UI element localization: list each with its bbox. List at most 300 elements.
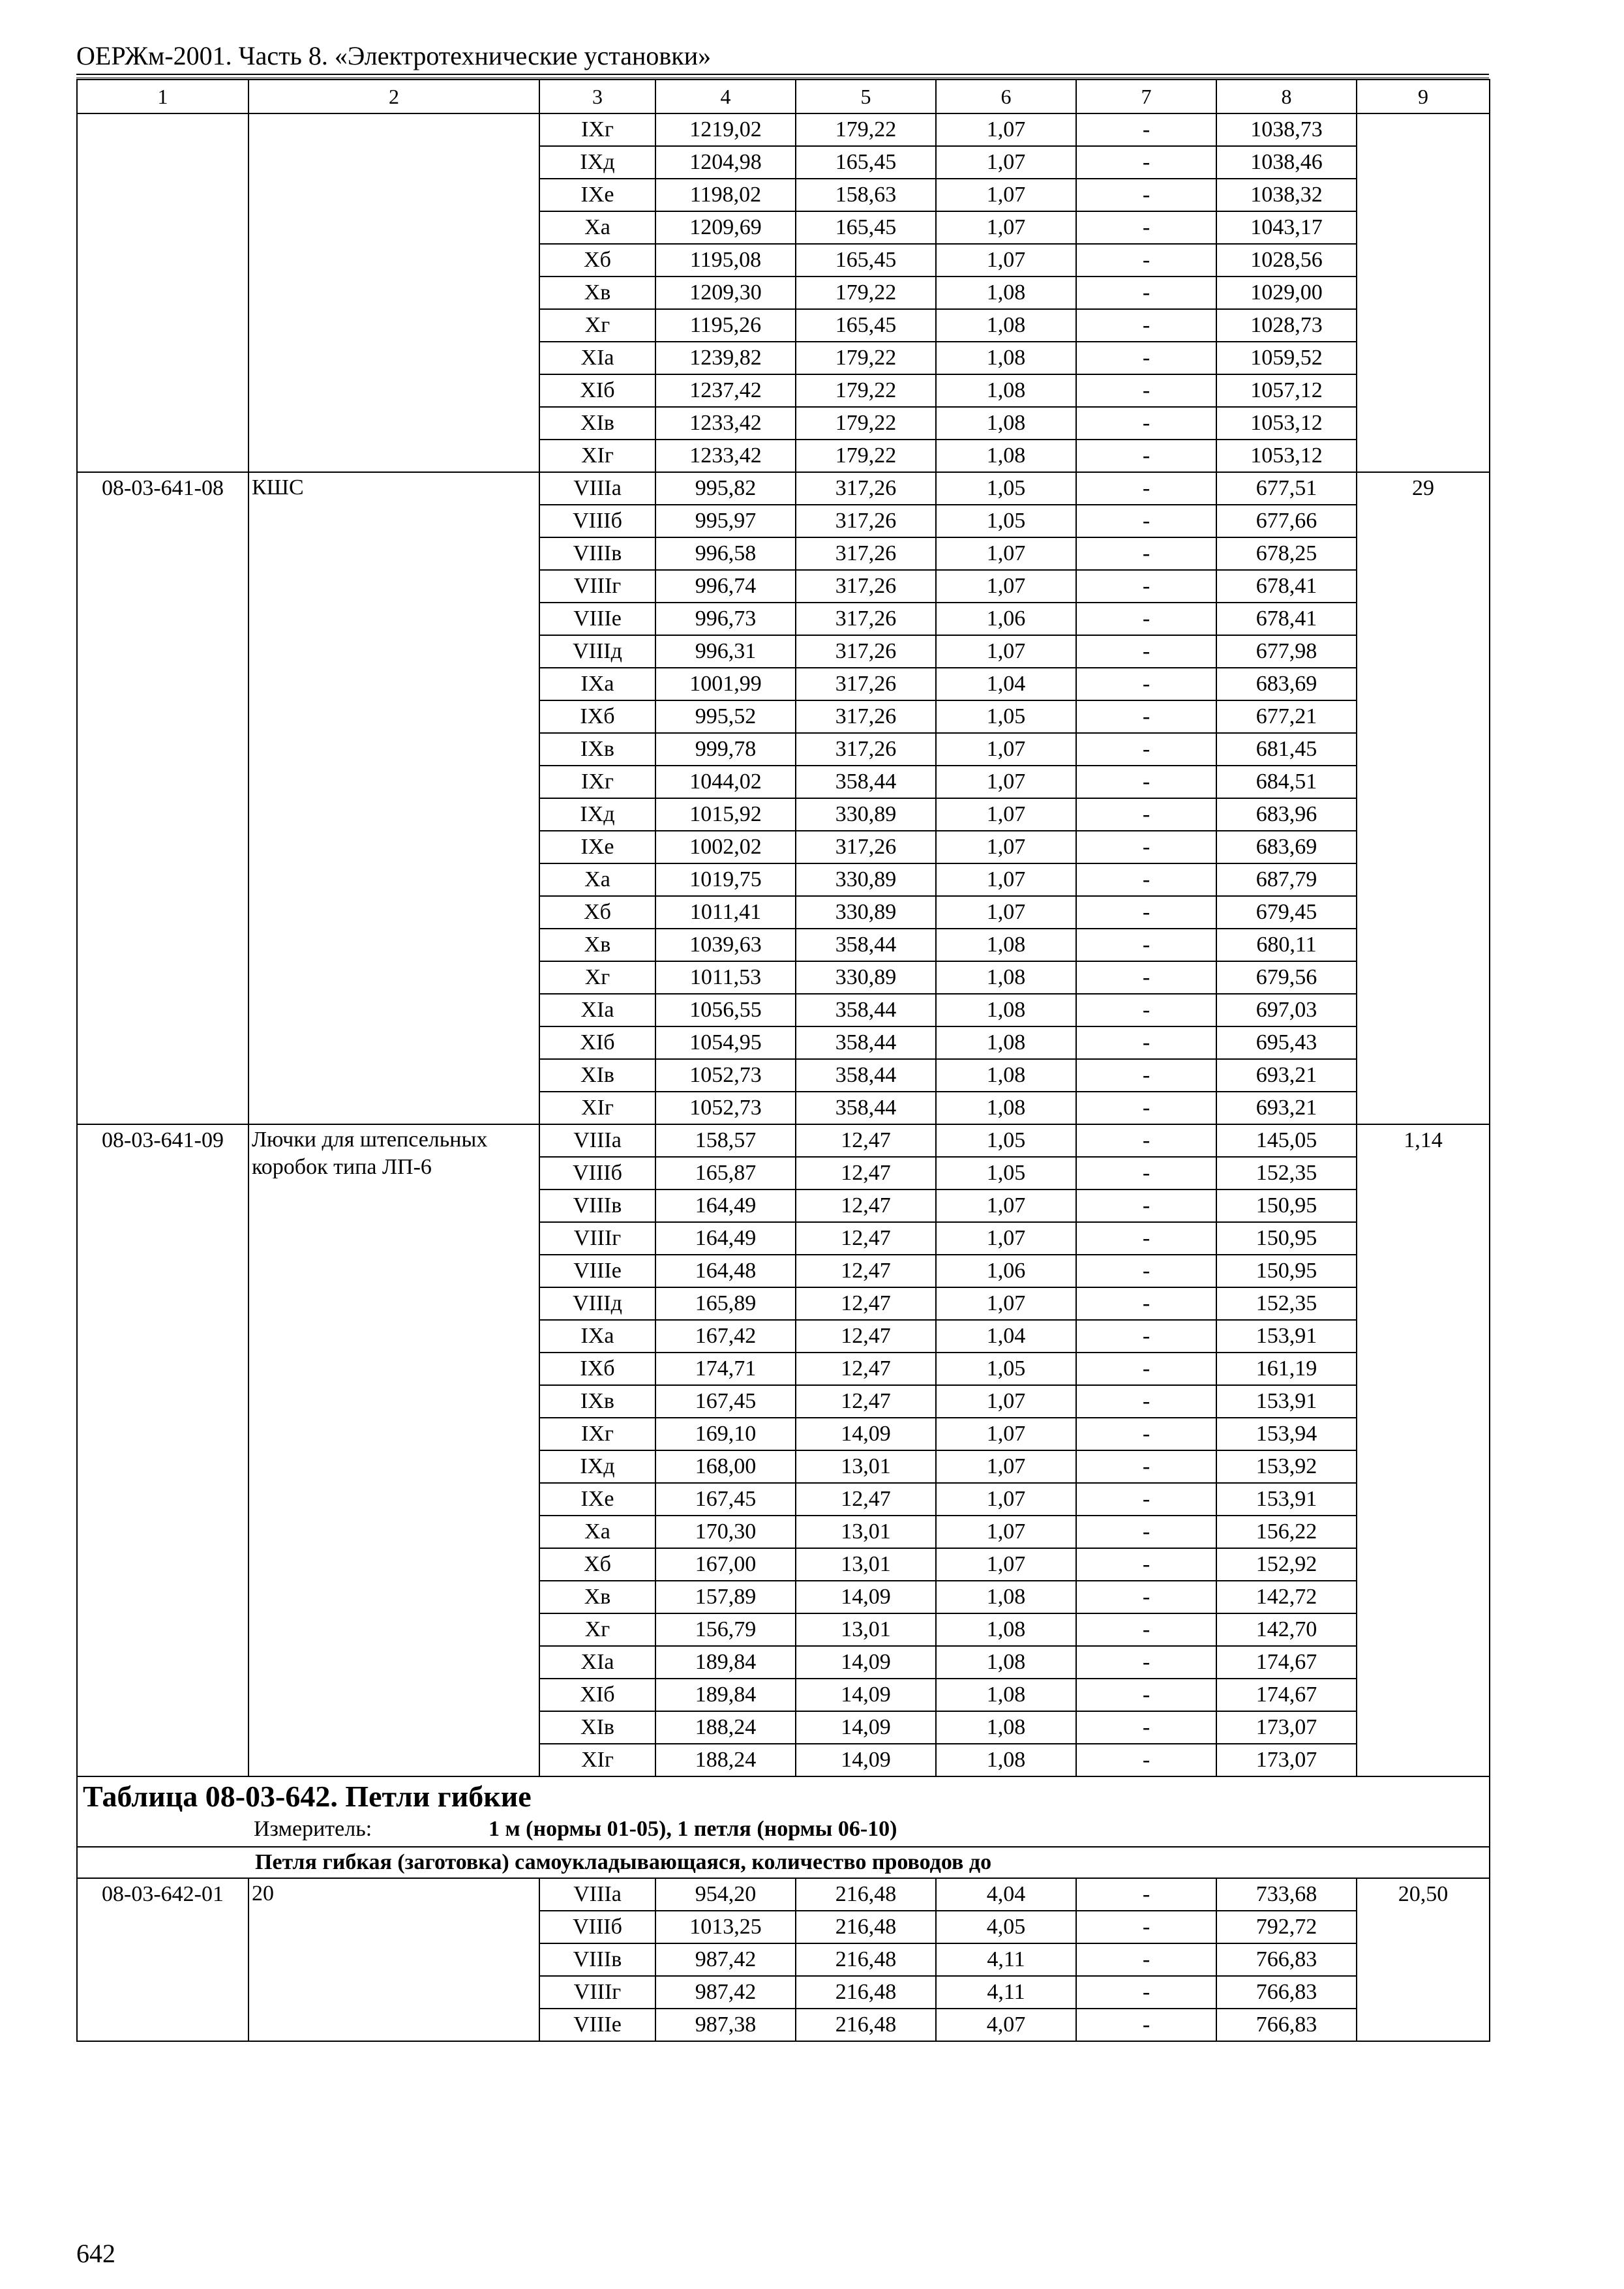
direct-cost-cell: 1052,73: [655, 1059, 796, 1092]
driver-wage-cell: -: [1076, 1059, 1216, 1092]
wage-cell: 14,09: [796, 1744, 936, 1776]
material-cost-cell: 153,94: [1216, 1418, 1357, 1450]
wage-cell: 14,09: [796, 1418, 936, 1450]
wage-cell: 179,22: [796, 407, 936, 440]
direct-cost-cell: 987,42: [655, 1943, 796, 1976]
material-cost-cell: 1038,73: [1216, 113, 1357, 146]
direct-cost-cell: 1011,53: [655, 961, 796, 994]
wage-cell: 12,47: [796, 1353, 936, 1385]
resource-class-cell: Xг: [539, 1613, 655, 1646]
resource-class-cell: VIIIа: [539, 1878, 655, 1911]
direct-cost-cell: 999,78: [655, 733, 796, 766]
direct-cost-cell: 987,42: [655, 1976, 796, 2009]
material-cost-cell: 677,98: [1216, 635, 1357, 668]
wage-cell: 317,26: [796, 570, 936, 603]
direct-cost-cell: 1015,92: [655, 798, 796, 831]
direct-cost-cell: 156,79: [655, 1613, 796, 1646]
wage-cell: 216,48: [796, 1943, 936, 1976]
wage-cell: 12,47: [796, 1483, 936, 1516]
direct-cost-cell: 1011,41: [655, 896, 796, 929]
driver-wage-cell: -: [1076, 863, 1216, 896]
direct-cost-cell: 1001,99: [655, 668, 796, 700]
machine-cost-cell: 1,08: [936, 309, 1076, 342]
driver-wage-cell: -: [1076, 635, 1216, 668]
material-cost-cell: 1038,46: [1216, 146, 1357, 179]
driver-wage-cell: -: [1076, 1026, 1216, 1059]
machine-cost-cell: 4,04: [936, 1878, 1076, 1911]
resource-class-cell: XIб: [539, 374, 655, 407]
wage-cell: 330,89: [796, 961, 936, 994]
material-cost-cell: 697,03: [1216, 994, 1357, 1026]
driver-wage-cell: -: [1076, 309, 1216, 342]
wage-cell: 317,26: [796, 831, 936, 863]
wage-cell: 358,44: [796, 766, 936, 798]
material-cost-cell: 679,45: [1216, 896, 1357, 929]
driver-wage-cell: -: [1076, 994, 1216, 1026]
subtitle-section: [77, 1847, 1490, 1878]
material-cost-cell: 677,51: [1216, 472, 1357, 505]
running-header: ОЕРЖм-2001. Часть 8. «Электротехнические установки»: [76, 41, 712, 70]
direct-cost-cell: 987,38: [655, 2009, 796, 2041]
direct-cost-cell: 1056,55: [655, 994, 796, 1026]
wage-cell: 13,01: [796, 1613, 936, 1646]
table-row: [77, 472, 1490, 505]
subtitle-row: [77, 1847, 1490, 1878]
resource-class-cell: IXе: [539, 1483, 655, 1516]
direct-cost-cell: 1052,73: [655, 1092, 796, 1124]
resource-class-cell: Xб: [539, 1548, 655, 1581]
driver-wage-cell: -: [1076, 244, 1216, 277]
direct-cost-cell: 1013,25: [655, 1911, 796, 1943]
resource-class-cell: VIIIе: [539, 1255, 655, 1287]
direct-cost-cell: 189,84: [655, 1679, 796, 1711]
driver-wage-cell: -: [1076, 1222, 1216, 1255]
machine-cost-cell: 1,08: [936, 1059, 1076, 1092]
direct-cost-cell: 167,00: [655, 1548, 796, 1581]
material-cost-cell: 153,92: [1216, 1450, 1357, 1483]
machine-cost-cell: 1,07: [936, 244, 1076, 277]
machine-cost-cell: 1,07: [936, 211, 1076, 244]
machine-cost-cell: 1,07: [936, 896, 1076, 929]
resource-class-cell: VIIIб: [539, 1157, 655, 1189]
driver-wage-cell: -: [1076, 1976, 1216, 2009]
machine-cost-cell: 1,08: [936, 1711, 1076, 1744]
driver-wage-cell: -: [1076, 1353, 1216, 1385]
material-cost-cell: 680,11: [1216, 929, 1357, 961]
resource-class-cell: Xв: [539, 1581, 655, 1613]
driver-wage-cell: -: [1076, 733, 1216, 766]
table-title: Таблица 08-03-642. Петли гибкие: [83, 1780, 532, 1813]
wage-cell: 12,47: [796, 1287, 936, 1320]
material-cost-cell: 1028,56: [1216, 244, 1357, 277]
column-number-1: 1: [77, 80, 248, 113]
material-cost-cell: 766,83: [1216, 1976, 1357, 2009]
driver-wage-cell: -: [1076, 1613, 1216, 1646]
material-cost-cell: 693,21: [1216, 1059, 1357, 1092]
driver-wage-cell: -: [1076, 1418, 1216, 1450]
resource-class-cell: IXд: [539, 146, 655, 179]
driver-wage-cell: -: [1076, 1878, 1216, 1911]
material-cost-cell: 174,67: [1216, 1646, 1357, 1679]
col9-cell-continued: [1357, 113, 1490, 472]
machine-cost-cell: 1,08: [936, 961, 1076, 994]
material-cost-cell: 173,07: [1216, 1744, 1357, 1776]
direct-cost-cell: 1233,42: [655, 440, 796, 472]
resource-class-cell: Xг: [539, 961, 655, 994]
machine-cost-cell: 1,08: [936, 440, 1076, 472]
machine-cost-cell: 1,08: [936, 994, 1076, 1026]
direct-cost-cell: 188,24: [655, 1744, 796, 1776]
material-cost-cell: 695,43: [1216, 1026, 1357, 1059]
resource-class-cell: XIа: [539, 342, 655, 374]
material-cost-cell: 153,91: [1216, 1320, 1357, 1353]
wage-cell: 14,09: [796, 1581, 936, 1613]
wage-cell: 12,47: [796, 1255, 936, 1287]
wage-cell: 330,89: [796, 798, 936, 831]
direct-cost-cell: 1219,02: [655, 113, 796, 146]
material-cost-cell: 142,72: [1216, 1581, 1357, 1613]
driver-wage-cell: -: [1076, 440, 1216, 472]
wage-cell: 14,09: [796, 1711, 936, 1744]
table-row: [77, 1124, 1490, 1157]
wage-cell: 330,89: [796, 863, 936, 896]
driver-wage-cell: -: [1076, 798, 1216, 831]
column-number-5: 5: [796, 80, 936, 113]
unit-label: Измеритель:: [254, 1817, 372, 1841]
driver-wage-cell: -: [1076, 537, 1216, 570]
wage-cell: 317,26: [796, 668, 936, 700]
column-number-2: 2: [248, 80, 539, 113]
driver-wage-cell: -: [1076, 277, 1216, 309]
machine-cost-cell: 1,07: [936, 1548, 1076, 1581]
resource-class-cell: XIг: [539, 1092, 655, 1124]
resource-class-cell: VIIIб: [539, 505, 655, 537]
direct-cost-cell: 167,45: [655, 1483, 796, 1516]
direct-cost-cell: 189,84: [655, 1646, 796, 1679]
driver-wage-cell: -: [1076, 1581, 1216, 1613]
column-number-8: 8: [1216, 80, 1357, 113]
direct-cost-cell: 167,45: [655, 1385, 796, 1418]
material-cost-cell: 678,41: [1216, 570, 1357, 603]
name-cell: КШС: [248, 472, 539, 1124]
material-cost-cell: 678,41: [1216, 603, 1357, 635]
driver-wage-cell: -: [1076, 1711, 1216, 1744]
wage-cell: 358,44: [796, 994, 936, 1026]
material-cost-cell: 142,70: [1216, 1613, 1357, 1646]
machine-cost-cell: 1,06: [936, 1255, 1076, 1287]
wage-cell: 317,26: [796, 505, 936, 537]
wage-cell: 14,09: [796, 1646, 936, 1679]
direct-cost-cell: 157,89: [655, 1581, 796, 1613]
direct-cost-cell: 996,31: [655, 635, 796, 668]
direct-cost-cell: 995,52: [655, 700, 796, 733]
material-cost-cell: 161,19: [1216, 1353, 1357, 1385]
driver-wage-cell: -: [1076, 766, 1216, 798]
material-cost-cell: 150,95: [1216, 1255, 1357, 1287]
machine-cost-cell: 1,08: [936, 1679, 1076, 1711]
direct-cost-cell: 995,97: [655, 505, 796, 537]
driver-wage-cell: -: [1076, 961, 1216, 994]
unit-line: [78, 1815, 1489, 1846]
resource-class-cell: XIб: [539, 1026, 655, 1059]
resource-class-cell: XIв: [539, 1059, 655, 1092]
code-cell: 08-03-642-01: [77, 1878, 248, 2041]
rates-table-body: [77, 80, 1490, 2041]
machine-cost-cell: 1,05: [936, 1157, 1076, 1189]
driver-wage-cell: -: [1076, 1092, 1216, 1124]
resource-class-cell: VIIIг: [539, 1222, 655, 1255]
wage-cell: 13,01: [796, 1548, 936, 1581]
resource-class-cell: IXа: [539, 668, 655, 700]
driver-wage-cell: -: [1076, 1911, 1216, 1943]
resource-class-cell: IXа: [539, 1320, 655, 1353]
resource-class-cell: IXг: [539, 1418, 655, 1450]
machine-cost-cell: 1,08: [936, 407, 1076, 440]
column-number-4: 4: [655, 80, 796, 113]
machine-cost-cell: 1,08: [936, 1092, 1076, 1124]
driver-wage-cell: -: [1076, 342, 1216, 374]
material-cost-cell: 173,07: [1216, 1711, 1357, 1744]
table-subtitle: Петля гибкая (заготовка) самоукладывающаяся, количество проводов до: [255, 1850, 992, 1874]
machine-cost-cell: 4,11: [936, 1976, 1076, 2009]
resource-class-cell: XIб: [539, 1679, 655, 1711]
wage-cell: 330,89: [796, 896, 936, 929]
resource-class-cell: Xб: [539, 244, 655, 277]
driver-wage-cell: -: [1076, 570, 1216, 603]
machine-cost-cell: 1,07: [936, 798, 1076, 831]
material-cost-cell: 1043,17: [1216, 211, 1357, 244]
machine-cost-cell: 1,05: [936, 700, 1076, 733]
machine-cost-cell: 1,07: [936, 1222, 1076, 1255]
wage-cell: 12,47: [796, 1385, 936, 1418]
resource-class-cell: Xв: [539, 277, 655, 309]
material-cost-cell: 766,83: [1216, 1943, 1357, 1976]
resource-class-cell: Xа: [539, 863, 655, 896]
machine-cost-cell: 1,07: [936, 537, 1076, 570]
rates-table: [76, 79, 1490, 2042]
resource-class-cell: IXв: [539, 733, 655, 766]
material-cost-cell: 733,68: [1216, 1878, 1357, 1911]
wage-cell: 13,01: [796, 1516, 936, 1548]
driver-wage-cell: -: [1076, 1189, 1216, 1222]
driver-wage-cell: -: [1076, 668, 1216, 700]
driver-wage-cell: -: [1076, 211, 1216, 244]
direct-cost-cell: 1209,69: [655, 211, 796, 244]
material-cost-cell: 693,21: [1216, 1092, 1357, 1124]
resource-class-cell: XIг: [539, 1744, 655, 1776]
machine-cost-cell: 1,08: [936, 929, 1076, 961]
wage-cell: 317,26: [796, 603, 936, 635]
direct-cost-cell: 1209,30: [655, 277, 796, 309]
direct-cost-cell: 164,49: [655, 1222, 796, 1255]
name-cell-continued: [248, 113, 539, 472]
wage-cell: 216,48: [796, 2009, 936, 2041]
direct-cost-cell: 170,30: [655, 1516, 796, 1548]
material-cost-cell: 152,92: [1216, 1548, 1357, 1581]
column-number-7: 7: [1076, 80, 1216, 113]
resource-class-cell: IXе: [539, 831, 655, 863]
wage-cell: 179,22: [796, 374, 936, 407]
machine-cost-cell: 1,07: [936, 1287, 1076, 1320]
driver-wage-cell: -: [1076, 1320, 1216, 1353]
column-number-6: 6: [936, 80, 1076, 113]
material-cost-cell: 1053,12: [1216, 407, 1357, 440]
resource-class-cell: IXд: [539, 798, 655, 831]
material-cost-cell: 174,67: [1216, 1679, 1357, 1711]
resource-class-cell: IXв: [539, 1385, 655, 1418]
wage-cell: 13,01: [796, 1450, 936, 1483]
resource-class-cell: IXб: [539, 700, 655, 733]
driver-wage-cell: -: [1076, 1943, 1216, 1976]
wage-cell: 179,22: [796, 277, 936, 309]
direct-cost-cell: 168,00: [655, 1450, 796, 1483]
resource-class-cell: VIIIг: [539, 1976, 655, 2009]
col9-cell: 29: [1357, 472, 1490, 1124]
resource-class-cell: VIIIа: [539, 1124, 655, 1157]
resource-class-cell: VIIIб: [539, 1911, 655, 1943]
column-number-9: 9: [1357, 80, 1490, 113]
material-cost-cell: 152,35: [1216, 1157, 1357, 1189]
wage-cell: 165,45: [796, 244, 936, 277]
wage-cell: 12,47: [796, 1157, 936, 1189]
wage-cell: 165,45: [796, 211, 936, 244]
resource-class-cell: VIIIа: [539, 472, 655, 505]
direct-cost-cell: 954,20: [655, 1878, 796, 1911]
direct-cost-cell: 996,58: [655, 537, 796, 570]
direct-cost-cell: 188,24: [655, 1711, 796, 1744]
driver-wage-cell: -: [1076, 1646, 1216, 1679]
resource-class-cell: VIIIд: [539, 1287, 655, 1320]
machine-cost-cell: 1,06: [936, 603, 1076, 635]
material-cost-cell: 792,72: [1216, 1911, 1357, 1943]
direct-cost-cell: 158,57: [655, 1124, 796, 1157]
driver-wage-cell: -: [1076, 1483, 1216, 1516]
driver-wage-cell: -: [1076, 1157, 1216, 1189]
material-cost-cell: 152,35: [1216, 1287, 1357, 1320]
wage-cell: 216,48: [796, 1911, 936, 1943]
driver-wage-cell: -: [1076, 472, 1216, 505]
resource-class-cell: VIIIе: [539, 603, 655, 635]
wage-cell: 317,26: [796, 472, 936, 505]
driver-wage-cell: -: [1076, 374, 1216, 407]
driver-wage-cell: -: [1076, 831, 1216, 863]
driver-wage-cell: -: [1076, 1548, 1216, 1581]
resource-class-cell: IXб: [539, 1353, 655, 1385]
wage-cell: 358,44: [796, 1059, 936, 1092]
driver-wage-cell: -: [1076, 929, 1216, 961]
resource-class-cell: Xв: [539, 929, 655, 961]
resource-class-cell: IXг: [539, 113, 655, 146]
material-cost-cell: 150,95: [1216, 1189, 1357, 1222]
material-cost-cell: 683,69: [1216, 668, 1357, 700]
driver-wage-cell: -: [1076, 1385, 1216, 1418]
machine-cost-cell: 4,05: [936, 1911, 1076, 1943]
col9-cell: 20,50: [1357, 1878, 1490, 2041]
column-number-3: 3: [539, 80, 655, 113]
machine-cost-cell: 1,08: [936, 1581, 1076, 1613]
wage-cell: 179,22: [796, 440, 936, 472]
wage-cell: 317,26: [796, 700, 936, 733]
machine-cost-cell: 1,07: [936, 1385, 1076, 1418]
material-cost-cell: 1053,12: [1216, 440, 1357, 472]
machine-cost-cell: 1,05: [936, 1353, 1076, 1385]
machine-cost-cell: 1,05: [936, 1124, 1076, 1157]
machine-cost-cell: 1,07: [936, 635, 1076, 668]
machine-cost-cell: 1,07: [936, 733, 1076, 766]
direct-cost-cell: 1239,82: [655, 342, 796, 374]
material-cost-cell: 1028,73: [1216, 309, 1357, 342]
machine-cost-cell: 1,08: [936, 1613, 1076, 1646]
driver-wage-cell: -: [1076, 1255, 1216, 1287]
material-cost-cell: 150,95: [1216, 1222, 1357, 1255]
machine-cost-cell: 1,07: [936, 179, 1076, 211]
wage-cell: 317,26: [796, 635, 936, 668]
direct-cost-cell: 164,49: [655, 1189, 796, 1222]
resource-class-cell: IXг: [539, 766, 655, 798]
direct-cost-cell: 1019,75: [655, 863, 796, 896]
machine-cost-cell: 1,07: [936, 1516, 1076, 1548]
material-cost-cell: 1038,32: [1216, 179, 1357, 211]
direct-cost-cell: 165,87: [655, 1157, 796, 1189]
wage-cell: 179,22: [796, 342, 936, 374]
driver-wage-cell: -: [1076, 1679, 1216, 1711]
resource-class-cell: XIа: [539, 1646, 655, 1679]
machine-cost-cell: 1,07: [936, 146, 1076, 179]
name-cell: Лючки для штепсельных коробок типа ЛП-6: [248, 1124, 539, 1776]
wage-cell: 358,44: [796, 929, 936, 961]
wage-cell: 14,09: [796, 1679, 936, 1711]
direct-cost-cell: 996,74: [655, 570, 796, 603]
machine-cost-cell: 4,11: [936, 1943, 1076, 1976]
resource-class-cell: VIIIв: [539, 537, 655, 570]
wage-cell: 12,47: [796, 1320, 936, 1353]
driver-wage-cell: -: [1076, 1287, 1216, 1320]
direct-cost-cell: 1237,42: [655, 374, 796, 407]
unit-value: 1 м (нормы 01-05), 1 петля (нормы 06-10): [489, 1817, 897, 1841]
table-row: [77, 1878, 1490, 1911]
machine-cost-cell: 1,07: [936, 570, 1076, 603]
material-cost-cell: 156,22: [1216, 1516, 1357, 1548]
machine-cost-cell: 1,05: [936, 505, 1076, 537]
resource-class-cell: VIIIв: [539, 1943, 655, 1976]
resource-class-cell: XIа: [539, 994, 655, 1026]
material-cost-cell: 683,96: [1216, 798, 1357, 831]
direct-cost-cell: 1204,98: [655, 146, 796, 179]
material-cost-cell: 1059,52: [1216, 342, 1357, 374]
driver-wage-cell: -: [1076, 603, 1216, 635]
driver-wage-cell: -: [1076, 2009, 1216, 2041]
driver-wage-cell: -: [1076, 179, 1216, 211]
material-cost-cell: 679,56: [1216, 961, 1357, 994]
driver-wage-cell: -: [1076, 1124, 1216, 1157]
wage-cell: 165,45: [796, 146, 936, 179]
page-number: 642: [76, 2239, 115, 2268]
wage-cell: 358,44: [796, 1026, 936, 1059]
machine-cost-cell: 1,04: [936, 668, 1076, 700]
driver-wage-cell: -: [1076, 113, 1216, 146]
material-cost-cell: 1029,00: [1216, 277, 1357, 309]
machine-cost-cell: 1,08: [936, 342, 1076, 374]
code-cell: 08-03-641-08: [77, 472, 248, 1124]
machine-cost-cell: 1,08: [936, 1026, 1076, 1059]
machine-cost-cell: 1,05: [936, 472, 1076, 505]
direct-cost-cell: 996,73: [655, 603, 796, 635]
material-cost-cell: 677,66: [1216, 505, 1357, 537]
direct-cost-cell: 1198,02: [655, 179, 796, 211]
direct-cost-cell: 174,71: [655, 1353, 796, 1385]
material-cost-cell: 766,83: [1216, 2009, 1357, 2041]
material-cost-cell: 1057,12: [1216, 374, 1357, 407]
